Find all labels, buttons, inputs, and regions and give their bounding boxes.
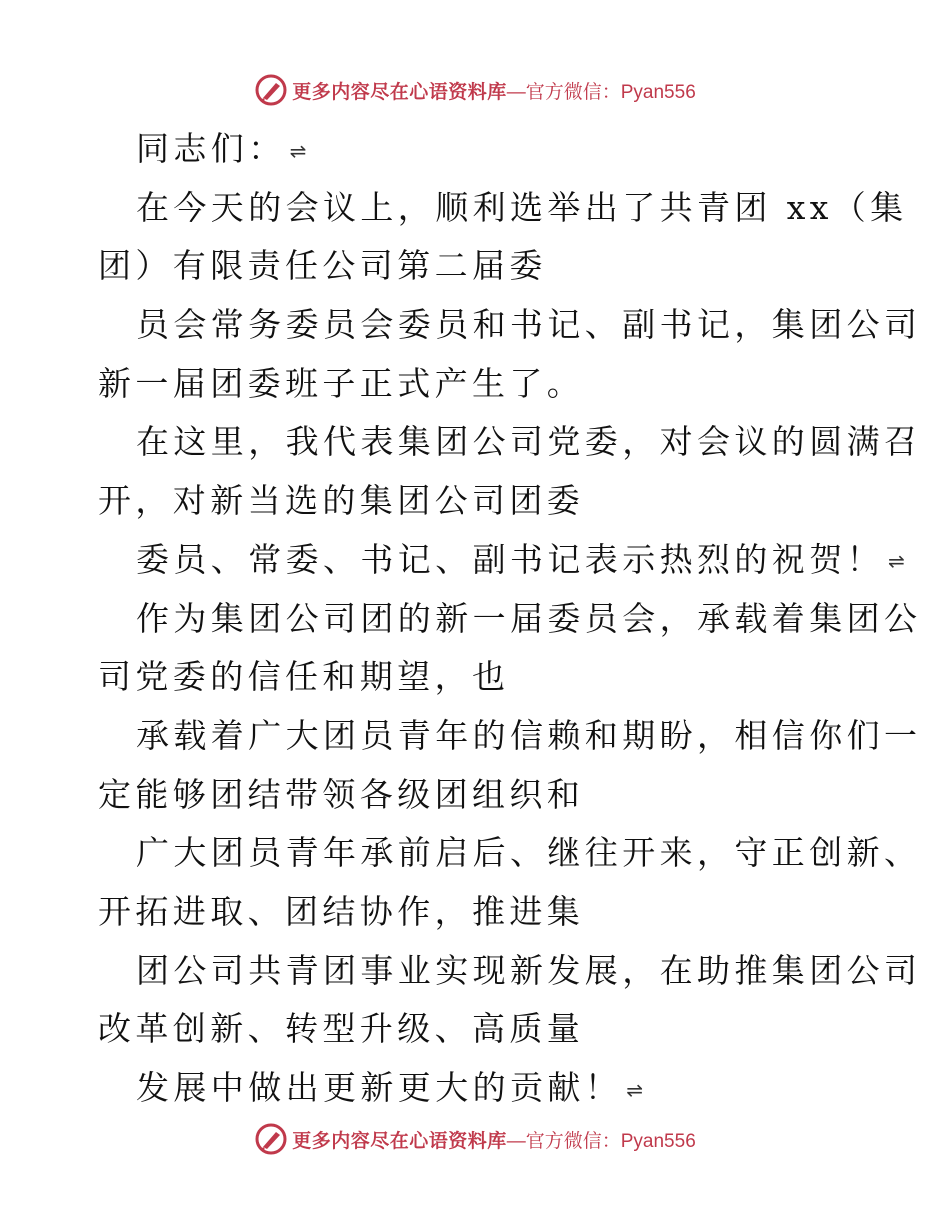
pen-logo-icon: [254, 1122, 288, 1156]
text-line: 司党委的信任和期望，也: [98, 657, 510, 697]
text-line: 在今天的会议上，顺利选举出了共青团 xx（集: [136, 187, 908, 227]
text-line: 发展中做出更新更大的贡献！ ⇌: [98, 1059, 858, 1118]
pen-logo-icon: [254, 73, 288, 107]
text-line: 开拓进取、团结协作，推进集: [98, 891, 585, 931]
paragraph-mark-icon: ⇌: [289, 138, 307, 163]
banner-main-text: 更多内容尽在心语资料库: [292, 80, 507, 103]
text-line: 改革创新、转型升级、高质量: [98, 1009, 585, 1049]
text-line: 定能够团结带领各级团组织和: [98, 774, 585, 814]
banner-sub-text: —官方微信：Pyan556: [506, 1130, 696, 1152]
text-line: 在这里，我代表集团公司党委，对会议的圆满召: [136, 422, 922, 462]
text-line: 委员、常委、书记、副书记表示热烈的祝贺！ ⇌: [98, 531, 858, 590]
text-line: 承载着广大团员青年的信赖和期盼，相信你们一: [136, 715, 922, 755]
text-line: 团）有限责任公司第二届委: [98, 246, 547, 286]
header-watermark: [0, 72, 950, 108]
paragraph-mark-icon: ⇌: [888, 549, 905, 574]
salutation: 同志们： ⇌: [98, 120, 858, 179]
text-line: 新一届团委班子正式产生了。: [98, 363, 585, 403]
text-line: 团公司共青团事业实现新发展，在助推集团公司: [136, 950, 922, 990]
banner-sub-text: —官方微信：Pyan556: [506, 81, 696, 103]
text-line: 广大团员青年承前启后、继往开来，守正创新、: [136, 833, 922, 873]
text-line: 员会常务委员会委员和书记、副书记，集团公司: [136, 305, 922, 345]
footer-watermark: [0, 1121, 950, 1157]
document-body: [98, 120, 922, 1118]
text-line: 开，对新当选的集团公司团委: [98, 481, 585, 521]
paragraph-mark-icon: ⇌: [626, 1077, 643, 1102]
banner-main-text: 更多内容尽在心语资料库: [292, 1129, 507, 1152]
text-line: 作为集团公司团的新一届委员会，承载着集团公: [136, 598, 922, 638]
